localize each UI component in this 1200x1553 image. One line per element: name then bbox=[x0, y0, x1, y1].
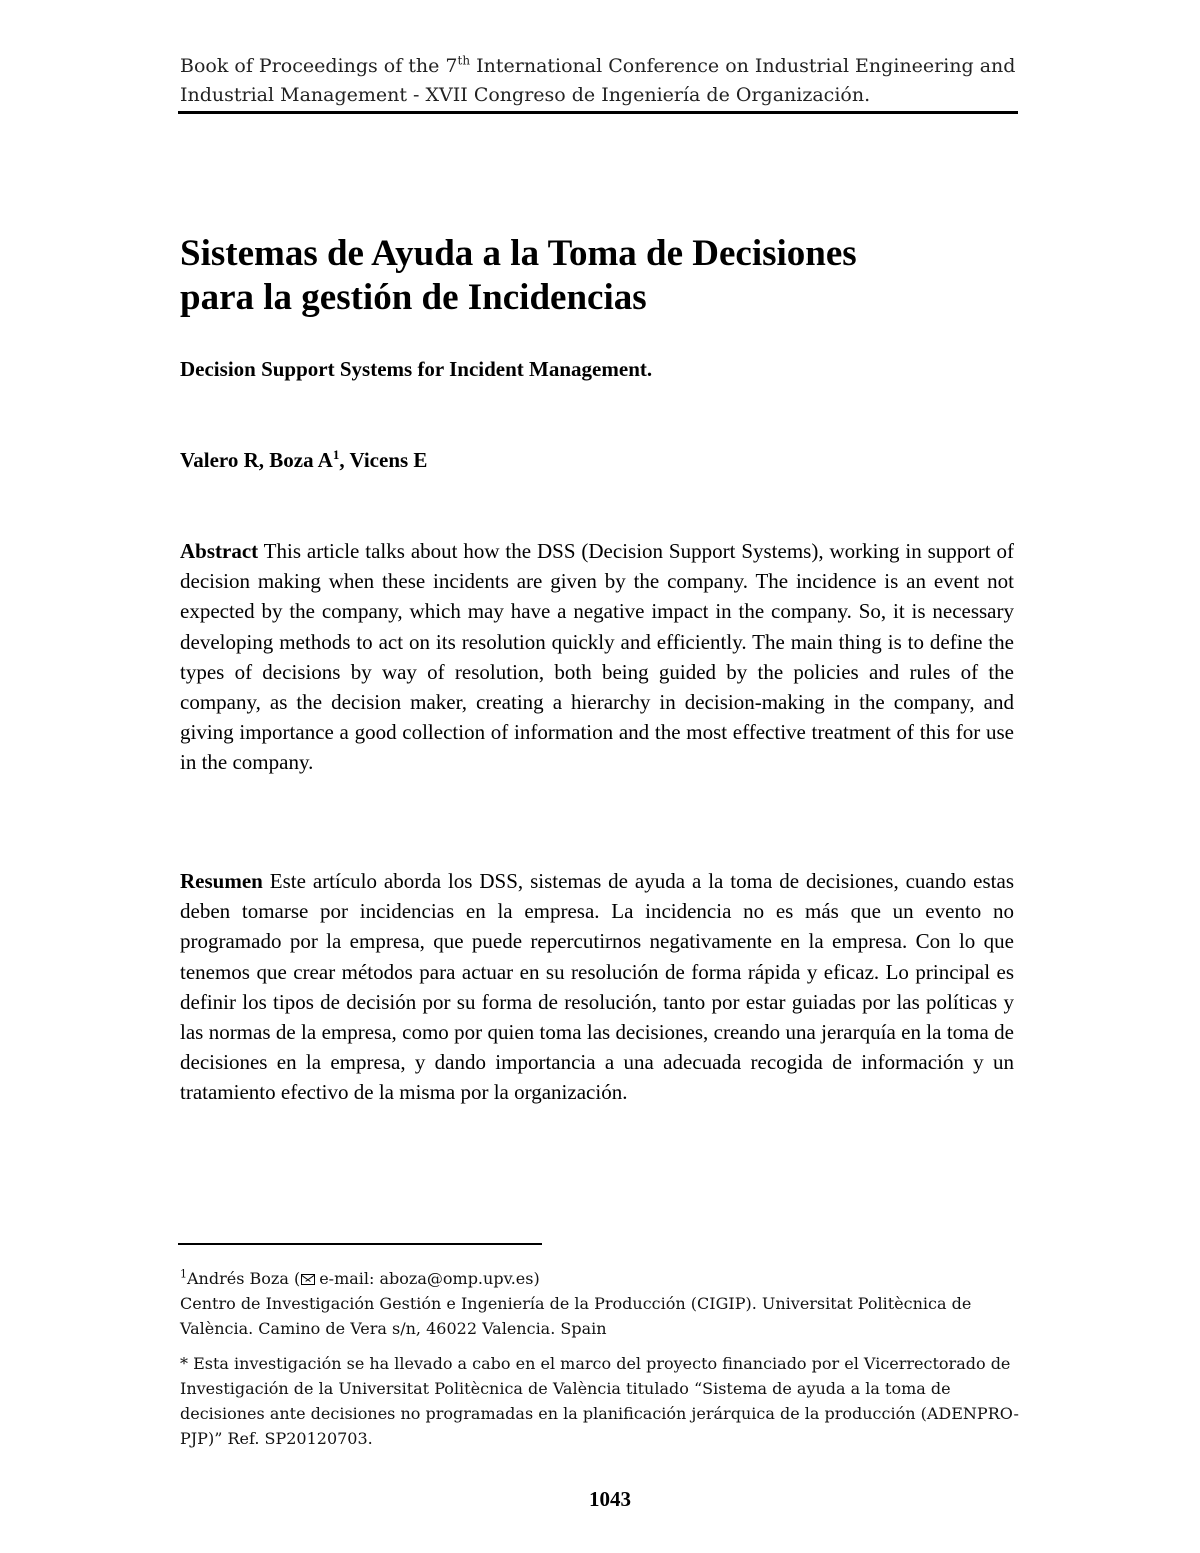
title-line-1: Sistemas de Ayuda a la Toma de Decisiones bbox=[180, 233, 857, 274]
title-line-2: para la gestión de Incidencias bbox=[180, 277, 647, 318]
abstract-label: Abstract bbox=[180, 539, 259, 563]
resumen-text: Este artículo aborda los DSS, sistemas de ayuda a la toma de decisiones, cuando estas deben tomarse por incidencias en la empresa. La incidencia no es más que un evento no programado por la empresa, que puede repercutirnos negativamente en la empresa. Con lo que tenemos que crear métodos para actuar en su resolución de forma rápida y eficaz. Lo principal es definir los tipos de decisión por su forma de resolución, tanto por estar guiadas por las políticas y las normas de la empresa, como por quien toma las decisiones, creando una jerarquía en la toma de decisiones en la empresa, y dando importancia a una adecuada recogida de información y un tratamiento efectivo de la misma por la organización. bbox=[180, 869, 1014, 1105]
author-names: Valero R, Boza A bbox=[180, 448, 333, 472]
paper-title bbox=[180, 232, 1020, 320]
header-text: Book of Proceedings of the 7 bbox=[180, 55, 458, 77]
footnote-mark: 1 bbox=[180, 1267, 187, 1281]
resumen-label: Resumen bbox=[180, 869, 263, 893]
header-line-2: Industrial Management - XVII Congreso de Ingeniería de Organización. bbox=[180, 84, 871, 106]
english-title: Decision Support Systems for Incident Management. bbox=[180, 357, 653, 381]
footnote-1 bbox=[180, 1266, 1020, 1291]
affiliation-mark: 1 bbox=[332, 447, 340, 462]
header-rule bbox=[178, 111, 1018, 114]
abstract bbox=[180, 536, 1014, 778]
author-names-rest: , Vicens E bbox=[339, 448, 428, 472]
envelope-icon bbox=[301, 1274, 315, 1285]
abstract-text: This article talks about how the DSS (Decision Support Systems), working in support of decision making when these incidents are given by the company. The incidence is an event not expected by the company, which may have a negative impact in the company. So, it is necessary developing methods to act on its resolution quickly and efficiently. The main thing is to define the types of decisions by way of resolution, both being guided by the policies and rules of the company, as the decision maker, creating a hierarchy in decision-making in the company, and giving importance a good collection of information and the most effective treatment of this for use in the company. bbox=[180, 539, 1014, 775]
footnote-author: Andrés Boza ( bbox=[187, 1269, 301, 1288]
author-list bbox=[180, 446, 1020, 474]
header-text-cont: International Conference on Industrial Engineering and bbox=[470, 55, 1016, 77]
page-number: 1043 bbox=[589, 1487, 631, 1511]
footnote-1-affiliation: Centro de Investigación Gestión e Ingeniería de la Producción (CIGIP). Universitat Politècnica de València. Camino de Vera s/n, 46022 Valencia. Spain bbox=[180, 1294, 972, 1338]
footnote-2: * Esta investigación se ha llevado a cabo en el marco del proyecto financiado por el Vicerrectorado de Investigación de la Universitat Politècnica de València titulado “Sistema de ayuda a la toma de decisiones ante decisiones no programadas en la planificación jerárquica de la producción (ADENPRO-PJP)” Ref. SP20120703. bbox=[180, 1354, 1019, 1448]
footnote-rule bbox=[178, 1243, 542, 1245]
header-superscript: th bbox=[457, 53, 471, 68]
running-header bbox=[180, 52, 1020, 110]
header-line-1 bbox=[180, 52, 1020, 81]
footnote-email: e-mail: aboza@omp.upv.es) bbox=[319, 1269, 540, 1288]
footnotes bbox=[180, 1266, 1020, 1451]
resumen bbox=[180, 866, 1014, 1108]
